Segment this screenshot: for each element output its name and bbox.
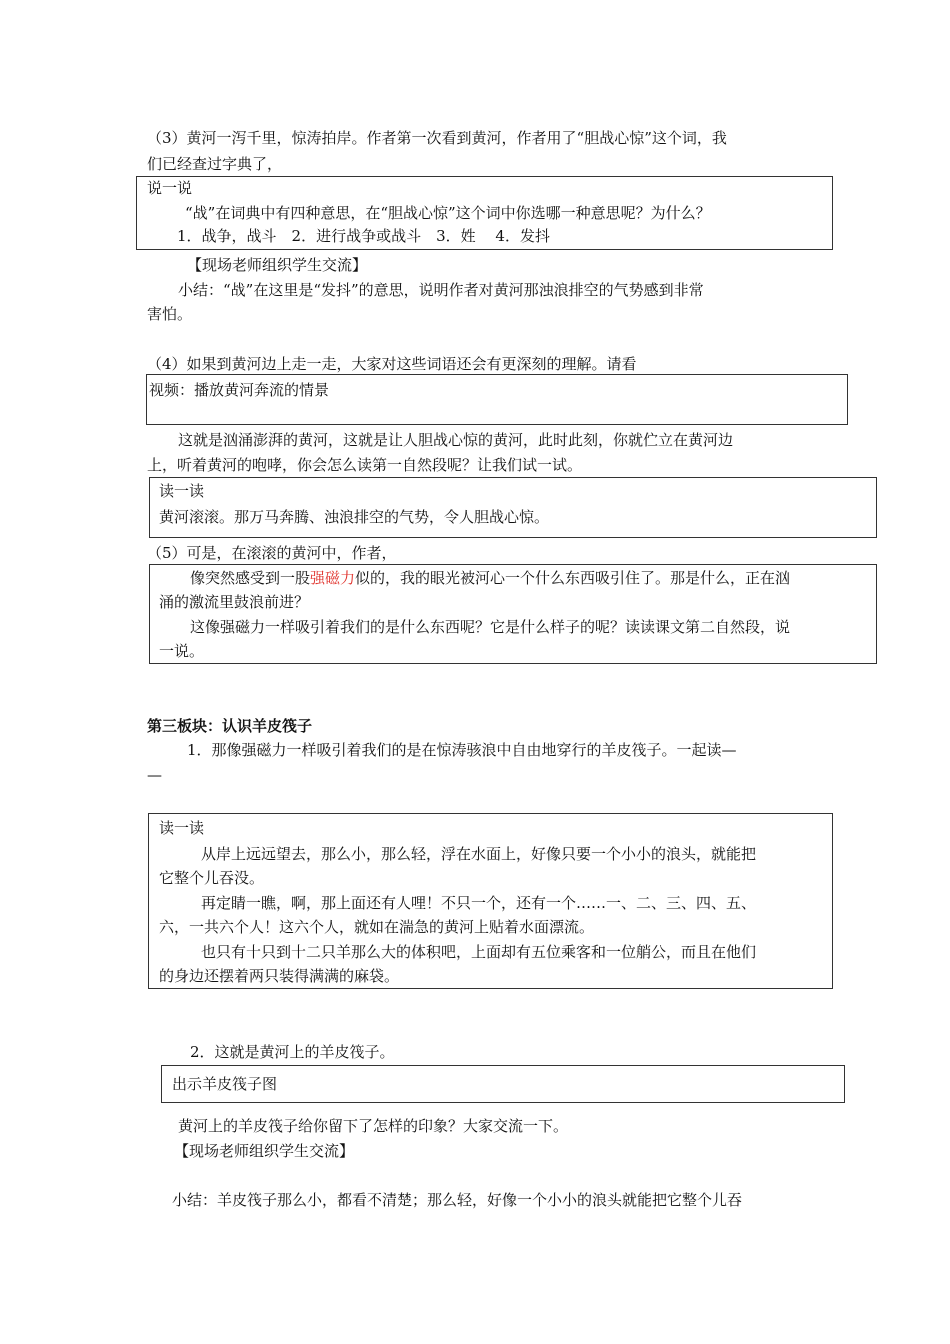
read-aloud-title: 读一读 (159, 482, 205, 500)
paragraph-5-line1: （5）可是，在滚滚的黄河中，作者， (147, 544, 397, 562)
read-aloud-box-1 (149, 477, 877, 538)
magnet-line1-post: 似的，我的眼光被河心一个什么东西吸引住了。那是什么，正在汹 (355, 569, 791, 587)
discussion-options: 1．战争，战斗 2．进行战争或战斗 3．姓 4．发抖 (177, 227, 550, 245)
read-aloud-2-title: 读一读 (159, 819, 205, 837)
block3-paragraph3: 黄河上的羊皮筏子给你留下了怎样的印象？大家交流一下。 (178, 1117, 569, 1135)
video-box-text: 视频：播放黄河奔流的情景 (149, 381, 330, 399)
block3-heading: 第三板块：认识羊皮筏子 (147, 717, 313, 735)
teacher-note: 【现场老师组织学生交流】 (187, 256, 368, 274)
read-aloud-2-line1: 从岸上远远望去，那么小，那么轻，浮在水面上，好像只要一个小小的浪头，就能把 (201, 845, 757, 863)
summary-line1: 小结：“战”在这里是“发抖”的意思，说明作者对黄河那浊浪排空的气势感到非常 (178, 281, 704, 299)
magnet-box (149, 564, 877, 664)
read-aloud-2-line4: 六，一共六个人！这六个人，就如在湍急的黄河上贴着水面漂流。 (159, 918, 595, 936)
block3-summary: 小结：羊皮筏子那么小，都看不清楚；那么轻，好像一个小小的浪头就能把它整个儿吞 (172, 1191, 743, 1209)
magnet-line1-pre: 像突然感受到一股 (190, 569, 311, 587)
read-aloud-2-line2: 它整个儿吞没。 (159, 869, 265, 887)
video-box (146, 374, 848, 425)
paragraph-3-line2: 们已经查过字典了， (147, 155, 283, 173)
magnet-box-line3: 这像强磁力一样吸引着我们的是什么东西呢？它是什么样子的呢？读读课文第二自然段，说 (190, 618, 791, 636)
discussion-box-title: 说一说 (147, 179, 193, 197)
paragraph-4-line1: （4）如果到黄河边上走一走，大家对这些词语还会有更深刻的理解。请看 (147, 355, 637, 373)
block3-paragraph2: 2．这就是黄河上的羊皮筏子。 (190, 1043, 395, 1061)
read-aloud-box-2 (148, 813, 833, 989)
block3-paragraph1-line2: — (147, 766, 162, 784)
paragraph-4-line2: 这就是汹涌澎湃的黄河，这就是让人胆战心惊的黄河，此时此刻，你就伫立在黄河边 (178, 431, 734, 449)
block3-teacher-note: 【现场老师组织学生交流】 (174, 1142, 355, 1160)
highlight-strong-magnet: 强磁力 (310, 569, 356, 587)
read-aloud-text: 黄河滚滚。那万马奔腾、浊浪排空的气势，令人胆战心惊。 (159, 508, 550, 526)
magnet-box-line2: 涌的激流里鼓浪前进？ (159, 593, 310, 611)
summary-line2: 害怕。 (147, 305, 193, 323)
magnet-box-line1 (190, 566, 790, 590)
discussion-box (136, 176, 833, 250)
read-aloud-2-line5: 也只有十只到十二只羊那么大的体积吧，上面却有五位乘客和一位艄公，而且在他们 (201, 943, 757, 961)
block3-paragraph1-line1: 1．那像强磁力一样吸引着我们的是在惊涛骇浪中自由地穿行的羊皮筏子。一起读— (187, 741, 737, 759)
paragraph-4-line3: 上，听着黄河的咆哮，你会怎么读第一自然段呢？让我们试一试。 (147, 456, 583, 474)
image-box-text: 出示羊皮筏子图 (172, 1075, 278, 1093)
image-box (161, 1065, 845, 1103)
paragraph-3-line1: （3）黄河一泻千里，惊涛拍岸。作者第一次看到黄河，作者用了“胆战心惊”这个词，我 (147, 129, 727, 147)
magnet-box-line4: 一说。 (159, 642, 205, 660)
read-aloud-2-line3: 再定睛一瞧，啊，那上面还有人哩！不只一个，还有一个……一、二、三、四、五、 (201, 894, 757, 912)
discussion-question: “战”在词典中有四种意思，在“胆战心惊”这个词中你选哪一种意思呢？为什么？ (185, 204, 711, 222)
read-aloud-2-line6: 的身边还摆着两只装得满满的麻袋。 (159, 967, 400, 985)
